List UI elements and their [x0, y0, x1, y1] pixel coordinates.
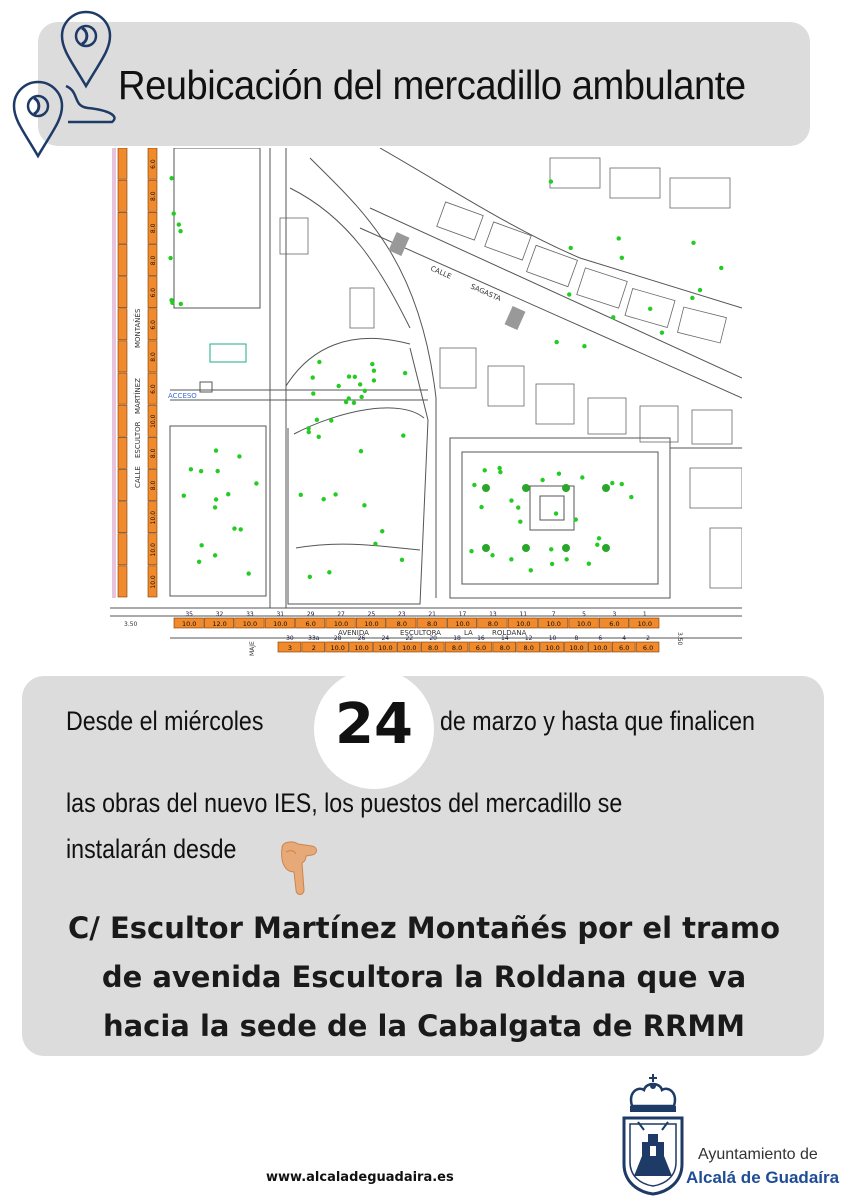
bottom-row-stall-width: 10.0	[330, 644, 345, 652]
left-row-stall-width: 6.0	[150, 384, 157, 394]
info-text-from: instalarán desde	[66, 834, 237, 864]
tree-dot	[620, 482, 624, 486]
map-drawing	[110, 148, 742, 658]
tree-dot	[182, 494, 186, 498]
tree-dot	[372, 378, 376, 382]
tree-dot	[698, 288, 702, 292]
location-highlight	[40, 904, 808, 1051]
tree-dot	[168, 256, 172, 260]
left-row-stall-outer	[118, 341, 127, 372]
tree-dot	[401, 433, 405, 437]
map-label-calle: CALLE	[429, 264, 453, 281]
top-row-stall-number: 17	[458, 611, 467, 618]
org-name-line2: Alcalá de Guadaíra	[686, 1168, 840, 1187]
bottom-row-stall-width: 10.0	[402, 644, 417, 652]
top-row-stall-number: 31	[276, 611, 285, 618]
top-row-stall-number: 35	[185, 611, 194, 618]
map-label-width-left: 3.50	[124, 621, 138, 628]
tree-dot	[719, 266, 723, 270]
tree-dot	[540, 478, 544, 482]
tree-dot	[554, 511, 558, 515]
tree-dot	[359, 449, 363, 453]
bottom-row-stall-width: 8.0	[451, 644, 463, 652]
tree-dot	[580, 475, 584, 479]
palm-tree	[602, 544, 610, 552]
left-row-stall-outer	[118, 277, 127, 308]
tree-dot	[213, 505, 217, 509]
day-number: 24	[335, 692, 413, 757]
top-row-stall-width: 10.0	[333, 620, 349, 628]
tree-dot	[352, 401, 356, 405]
top-row-stall-width: 10.0	[181, 620, 197, 628]
bottom-row-stall-number: 10	[548, 635, 557, 642]
tree-dot	[483, 468, 487, 472]
left-row-stall-width: 10.0	[150, 575, 157, 589]
tree-dot	[299, 493, 303, 497]
map-label-calle-2: CALLE	[134, 466, 142, 488]
left-row-stall-outer	[118, 180, 127, 211]
bottom-row-stall-number: 30	[286, 635, 294, 642]
tree-dot	[509, 557, 513, 561]
tree-dot	[490, 553, 494, 557]
left-row-stall-outer	[118, 148, 127, 179]
page-title: Reubicación del mercadillo ambulante	[118, 62, 746, 108]
website-link[interactable]: www.alcaladeguadaira.es	[266, 1170, 454, 1185]
tree-dot	[691, 241, 695, 245]
palm-tree	[602, 484, 610, 492]
map-label-escultora: ESCULTORA	[400, 629, 441, 637]
left-row-stall-width: 8.0	[150, 223, 157, 234]
tree-dot	[582, 344, 586, 348]
top-row-stall-width: 6.0	[609, 620, 620, 628]
left-row-stall-width: 8.0	[150, 352, 157, 362]
bottom-row-stall-number: 12	[524, 635, 533, 642]
left-row-stall-width: 10.0	[150, 414, 157, 428]
tree-dot	[595, 543, 599, 547]
tree-dot	[516, 505, 520, 509]
left-row-stall-width: 8.0	[150, 480, 157, 491]
tree-dot	[347, 396, 351, 400]
top-row-stall-number: 25	[367, 611, 376, 618]
tree-dot	[611, 315, 615, 319]
top-row-stall-number: 3	[612, 611, 617, 618]
tree-dot	[169, 176, 173, 180]
tree-dot	[214, 448, 218, 452]
tree-dot	[359, 395, 363, 399]
top-row-stall-width: 12.0	[212, 620, 227, 628]
bottom-row-stall-width: 6.0	[642, 644, 654, 652]
map-label-la: LA	[464, 629, 473, 637]
tree-dot	[317, 360, 321, 364]
tree-dot	[199, 469, 203, 473]
bottom-row-stall-number: 14	[500, 635, 509, 642]
top-row-stall-number: 29	[306, 611, 315, 618]
highlight-line-1: C/ Escultor Martínez Montañés por el tramo	[67, 911, 780, 945]
left-pink-strip	[112, 148, 116, 598]
tree-dot	[569, 246, 573, 250]
top-row-stall-width: 10.0	[637, 620, 653, 628]
left-row-stall-outer	[118, 405, 127, 436]
top-row-stall-width: 10.0	[364, 620, 379, 628]
info-text-works: las obras del nuevo IES, los puestos del mercadillo se	[66, 788, 623, 818]
bottom-row-stall-number: 24	[381, 635, 390, 642]
tree-dot	[567, 292, 571, 296]
top-row-stall-number: 32	[215, 611, 224, 618]
tree-dot	[311, 391, 315, 395]
tree-dot	[237, 454, 241, 458]
top-row-stall-width: 10.0	[455, 620, 470, 628]
bottom-row-stall-number: 20	[429, 635, 438, 642]
tree-dot	[370, 362, 374, 366]
tree-dot	[498, 470, 502, 474]
tree-dot	[254, 481, 258, 485]
map-label-escultor: ESCULTOR	[134, 421, 142, 458]
map-label-maje: MAJE	[249, 641, 256, 656]
bottom-row-stall-number: 28	[333, 635, 342, 642]
bottom-row-stall-width: 10.0	[569, 644, 584, 652]
top-row-stall-number: 1	[642, 611, 647, 618]
info-text-start: Desde el miércoles	[66, 706, 264, 736]
tree-dot	[372, 368, 376, 372]
top-row-stall-width: 6.0	[305, 620, 316, 628]
bottom-row-stall-number: 2	[646, 635, 650, 642]
bottom-row-stall-number: 4	[622, 635, 627, 642]
palm-tree	[562, 484, 570, 492]
top-row-stall-width: 10.0	[242, 620, 258, 628]
top-row-stall-width: 8.0	[487, 620, 499, 628]
tree-dot	[400, 558, 404, 562]
top-row-stall-number: 7	[551, 611, 556, 618]
bottom-row-stall-number: 8	[574, 635, 579, 642]
tree-dot	[518, 520, 522, 524]
left-row-stall-outer	[118, 437, 127, 468]
top-row-stall-number: 5	[582, 611, 586, 618]
tree-dot	[469, 549, 473, 553]
tree-dot	[213, 553, 217, 557]
highlight-line-2: de avenida Escultora la Roldana que va	[101, 960, 747, 994]
map-label-width-right: 3.50	[676, 632, 683, 646]
tree-dot	[321, 497, 325, 501]
tree-dot	[529, 568, 533, 572]
tree-dot	[178, 229, 182, 233]
bottom-row-stall-width: 8.0	[499, 644, 510, 652]
tree-dot	[246, 571, 250, 575]
tree-dot	[660, 330, 664, 334]
tree-dot	[172, 211, 176, 215]
tree-dot	[472, 483, 476, 487]
tree-dot	[629, 495, 633, 499]
map-label-roldana: ROLDANA	[492, 629, 527, 637]
tree-dot	[347, 374, 351, 378]
bottom-row-stall-number: 22	[405, 635, 414, 642]
bottom-row-stall-number: 16	[477, 635, 485, 642]
org-name-line1: Ayuntamiento de	[698, 1146, 818, 1163]
bottom-row-stall-width: 10.0	[354, 644, 369, 652]
map-label-martinez: MARTÍNEZ	[134, 378, 142, 414]
highlight-line-3: hacia la sede de la Cabalgata de RRMM	[102, 1009, 746, 1043]
bottom-row-stall-width: 10.0	[378, 644, 393, 652]
tree-dot	[226, 492, 230, 496]
tree-dot	[549, 547, 553, 551]
tree-dot	[363, 389, 367, 393]
left-row-stall-outer	[118, 309, 127, 340]
left-row-stall-width: 10.0	[150, 510, 157, 525]
top-row-stall-number: 13	[489, 611, 497, 618]
tree-dot	[177, 222, 181, 226]
tree-dot	[557, 472, 561, 476]
tree-dot	[308, 575, 312, 579]
left-row-stall-width: 6.0	[150, 159, 157, 169]
tree-dot	[479, 505, 483, 509]
tree-dot	[617, 236, 621, 240]
bottom-row-stall-width: 8.0	[428, 644, 439, 652]
tree-dot	[215, 469, 219, 473]
tree-dot	[189, 467, 193, 471]
tree-dot	[214, 497, 218, 501]
top-row-stall-width: 8.0	[427, 620, 438, 628]
bottom-row-stall-width: 3	[287, 644, 293, 652]
tree-dot	[497, 466, 501, 470]
tree-dot	[306, 426, 310, 430]
palm-tree	[482, 484, 490, 492]
top-row-stall-width: 10.0	[546, 620, 561, 628]
left-row-stall-width: 10.0	[150, 543, 157, 557]
left-row-stall-width: 6.0	[150, 320, 157, 330]
top-row-stall-width: 10.0	[576, 620, 592, 628]
tree-dot	[403, 371, 407, 375]
map-label-montanes: MONTAÑÉS	[134, 308, 142, 348]
pointing-hand-icon	[276, 838, 324, 898]
tree-dot	[239, 527, 243, 531]
left-row-stall-outer	[118, 502, 127, 533]
bottom-row-stall-number: 18	[453, 635, 461, 642]
tree-dot	[307, 430, 311, 434]
tree-dot	[550, 562, 554, 566]
top-row-stall-number: 23	[397, 611, 406, 618]
info-text-date: de marzo y hasta que finalicen	[440, 706, 755, 736]
tree-dot	[317, 435, 321, 439]
top-row-stall-width: 10.0	[273, 620, 288, 628]
tree-dot	[610, 481, 614, 485]
bottom-row-stall-number: 6	[598, 635, 603, 642]
tree-dot	[362, 503, 366, 507]
top-row-stall-width: 10.0	[516, 620, 531, 628]
left-row-stall-width: 8.0	[150, 448, 157, 459]
left-row-stall-outer	[118, 212, 127, 243]
left-row-stall-outer	[118, 469, 127, 500]
bottom-row-stall-width: 10.0	[593, 644, 608, 652]
tree-dot	[179, 302, 183, 306]
map-label-acceso: ACCESO	[168, 392, 197, 400]
tree-dot	[199, 543, 203, 547]
palm-tree	[522, 544, 530, 552]
top-row-stall-number: 33	[246, 611, 254, 618]
palm-tree	[522, 484, 530, 492]
bottom-row-stall-width: 2	[311, 644, 316, 652]
left-row-stall-outer	[118, 534, 127, 565]
palm-tree	[562, 544, 570, 552]
tree-dot	[597, 536, 601, 540]
tree-dot	[564, 557, 568, 561]
bottom-row-stall-width: 10.0	[545, 644, 560, 652]
palm-tree	[482, 544, 490, 552]
tree-dot	[353, 375, 357, 379]
tree-dot	[197, 560, 201, 564]
tree-dot	[554, 340, 558, 344]
tree-dot	[574, 517, 578, 521]
site-map	[110, 148, 742, 658]
tree-dot	[620, 256, 624, 260]
bottom-row-stall-width: 8.0	[523, 644, 534, 652]
tree-dot	[336, 384, 340, 388]
tree-dot	[315, 418, 319, 422]
tree-dot	[690, 296, 694, 300]
tree-dot	[344, 400, 348, 404]
tree-dot	[358, 382, 362, 386]
tree-dot	[329, 418, 333, 422]
top-row-stall-number: 11	[519, 611, 528, 618]
left-row-stall-width: 8.0	[150, 191, 157, 201]
bottom-row-stall-width: 6.0	[475, 644, 487, 652]
tree-dot	[373, 542, 377, 546]
left-row-stall-width: 8.0	[150, 255, 157, 266]
tree-dot	[327, 570, 331, 574]
location-pin-icon-secondary	[8, 72, 123, 160]
tree-dot	[170, 301, 174, 305]
top-row-stall-number: 27	[337, 611, 345, 618]
tree-dot	[549, 179, 553, 183]
left-row-stall-width: 6.0	[150, 287, 157, 298]
left-row-stall-outer	[118, 244, 127, 275]
tree-dot	[509, 498, 513, 502]
bottom-row-stall-width: 6.0	[619, 644, 630, 652]
tree-dot	[232, 526, 236, 530]
top-row-stall-width: 8.0	[396, 620, 407, 628]
bottom-row-stall-number: 26	[357, 635, 366, 642]
tree-dot	[311, 375, 315, 379]
coat-of-arms-icon	[618, 1072, 688, 1196]
left-row-stall-outer	[118, 373, 127, 404]
tree-dot	[380, 529, 384, 533]
left-row-stall-outer	[118, 566, 127, 597]
map-label-sagasta: SAGASTA	[469, 282, 503, 304]
tree-dot	[648, 307, 652, 311]
tree-dot	[587, 561, 591, 565]
bottom-row-stall-number: 33a	[308, 635, 320, 642]
tree-dot	[333, 492, 337, 496]
top-row-stall-number: 21	[428, 611, 437, 618]
map-label-avenida: AVENIDA	[338, 629, 369, 637]
